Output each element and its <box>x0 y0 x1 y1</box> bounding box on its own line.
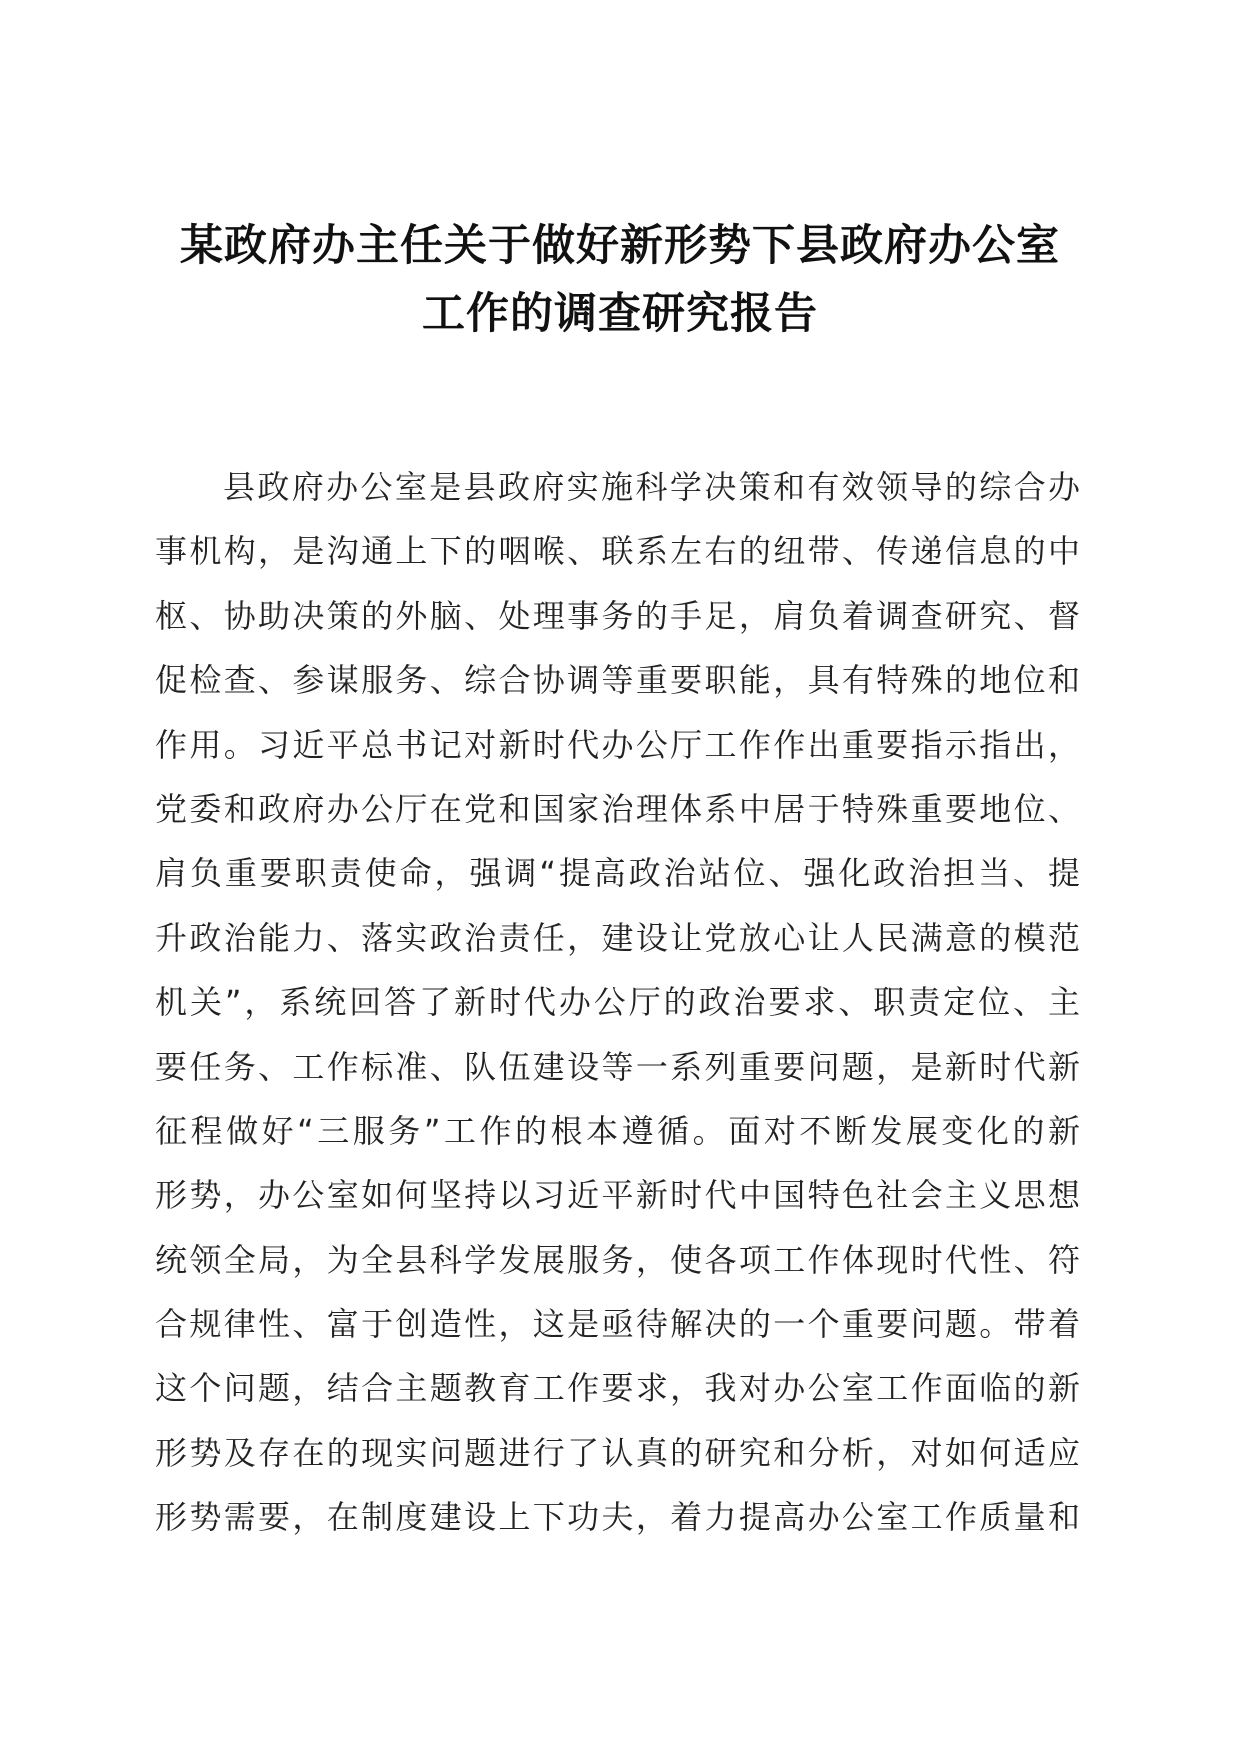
body-line: 促检查、参谋服务、综合协调等重要职能，具有特殊的地位和 <box>155 661 1080 700</box>
document-title <box>150 212 1090 348</box>
body-line: 枢、协助决策的外脑、处理事务的手足，肩负着调查研究、督 <box>155 596 1080 635</box>
body-paragraph <box>155 455 1080 1550</box>
body-line: 升政治能力、落实政治责任，建设让党放心让人民满意的模范 <box>155 918 1080 957</box>
body-line: 党委和政府办公厅在党和国家治理体系中居于特殊重要地位、 <box>155 789 1080 828</box>
body-line: 肩负重要职责使命，强调“提高政治站位、强化政治担当、提 <box>155 854 1080 893</box>
body-line: 形势需要，在制度建设上下功夫，着力提高办公室工作质量和 <box>155 1498 1080 1537</box>
title-line: 某政府办主任关于做好新形势下县政府办公室 <box>180 221 1060 271</box>
body-line: 作用。习近平总书记对新时代办公厅工作作出重要指示指出， <box>155 725 1080 764</box>
body-line: 形势，办公室如何坚持以习近平新时代中国特色社会主义思想 <box>155 1176 1080 1215</box>
body-line: 这个问题，结合主题教育工作要求，我对办公室工作面临的新 <box>155 1369 1080 1408</box>
body-line: 事机构，是沟通上下的咽喉、联系左右的纽带、传递信息的中 <box>155 532 1080 571</box>
body-line: 征程做好“三服务”工作的根本遵循。面对不断发展变化的新 <box>155 1111 1080 1150</box>
body-line: 要任务、工作标准、队伍建设等一系列重要问题，是新时代新 <box>155 1047 1080 1086</box>
body-line: 统领全局，为全县科学发展服务，使各项工作体现时代性、符 <box>155 1240 1080 1279</box>
body-line: 县政府办公室是县政府实施科学决策和有效领导的综合办 <box>223 468 1080 506</box>
body-line: 机关”，系统回答了新时代办公厅的政治要求、职责定位、主 <box>155 983 1080 1022</box>
body-line: 形势及存在的现实问题进行了认真的研究和分析，对如何适应 <box>155 1433 1080 1472</box>
title-line: 工作的调查研究报告 <box>422 289 818 339</box>
body-line: 合规律性、富于创造性，这是亟待解决的一个重要问题。带着 <box>155 1305 1080 1344</box>
